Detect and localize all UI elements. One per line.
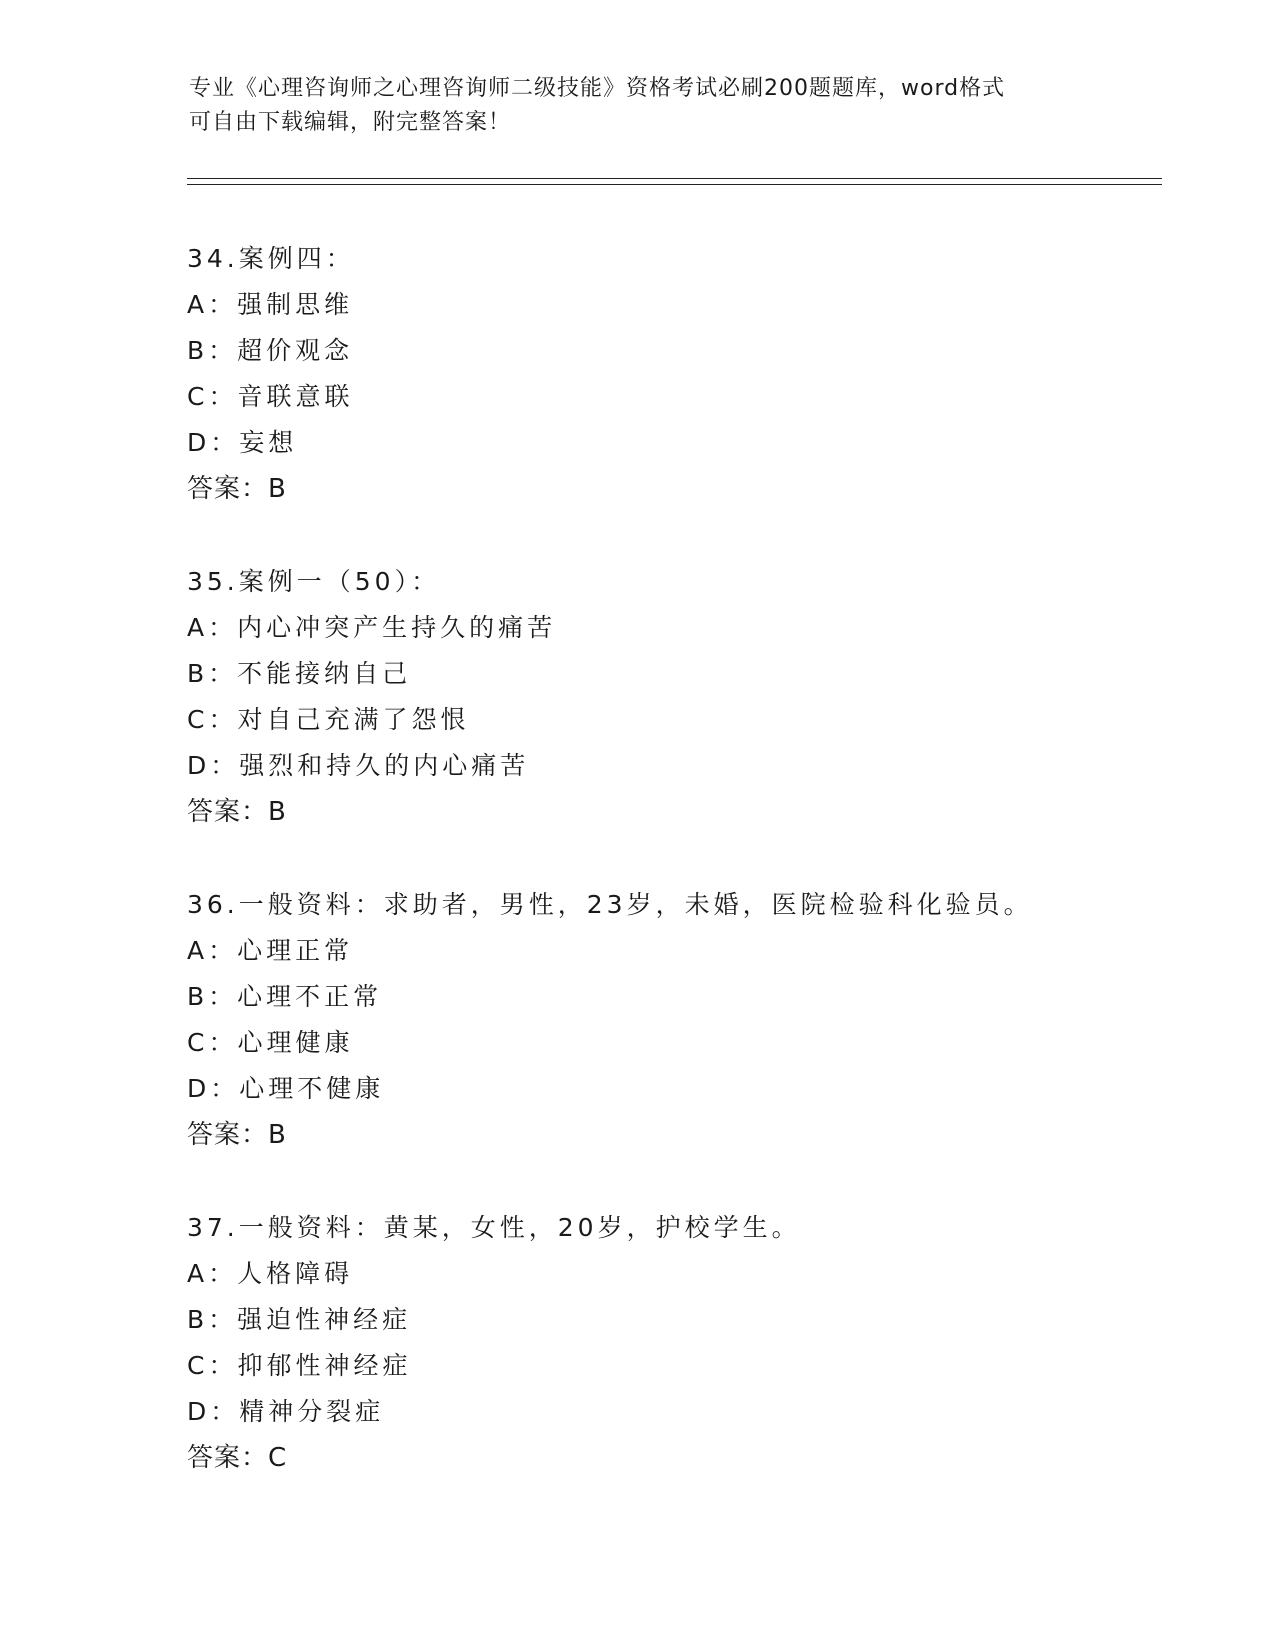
- header-title-line-2: 可自由下载编辑，附完整答案！: [189, 110, 512, 135]
- header-double-rule: [187, 178, 1162, 185]
- option-b: B：心理不正常: [187, 982, 383, 1011]
- question-37: [187, 1205, 1147, 1481]
- header-title-line-1: 专业《心理咨询师之心理咨询师二级技能》资格考试必刷200题题库，word格式: [189, 76, 1006, 101]
- question-35: [187, 559, 1147, 835]
- answer: 答案：C: [187, 1443, 288, 1473]
- option-a: A：强制思维: [187, 290, 354, 319]
- option-d: D：心理不健康: [187, 1074, 385, 1103]
- question-stem: 35.案例一（50）：: [187, 567, 441, 596]
- option-d: D：精神分裂症: [187, 1397, 385, 1426]
- option-a: A：内心冲突产生持久的痛苦: [187, 613, 557, 642]
- option-c: C：对自己充满了怨恨: [187, 705, 470, 734]
- option-c: C：心理健康: [187, 1028, 354, 1057]
- question-36: [187, 882, 1147, 1158]
- option-c: C：抑郁性神经症: [187, 1351, 412, 1380]
- question-list: [187, 236, 1147, 1528]
- question-stem: 37.一般资料：黄某，女性，20岁，护校学生。: [187, 1213, 801, 1242]
- question-stem: 36.一般资料：求助者，男性，23岁，未婚，医院检验科化验员。: [187, 890, 1033, 919]
- option-b: B：强迫性神经症: [187, 1305, 412, 1334]
- option-d: D：妄想: [187, 428, 298, 457]
- answer: 答案：B: [187, 1120, 287, 1150]
- option-a: A：心理正常: [187, 936, 354, 965]
- answer: 答案：B: [187, 797, 287, 827]
- option-a: A：人格障碍: [187, 1259, 354, 1288]
- question-stem: 34.案例四：: [187, 244, 355, 273]
- option-b: B：不能接纳自己: [187, 659, 412, 688]
- option-d: D：强烈和持久的内心痛苦: [187, 751, 530, 780]
- document-header: [189, 72, 1089, 140]
- question-34: [187, 236, 1147, 512]
- answer: 答案：B: [187, 474, 287, 504]
- option-b: B：超价观念: [187, 336, 354, 365]
- option-c: C：音联意联: [187, 382, 354, 411]
